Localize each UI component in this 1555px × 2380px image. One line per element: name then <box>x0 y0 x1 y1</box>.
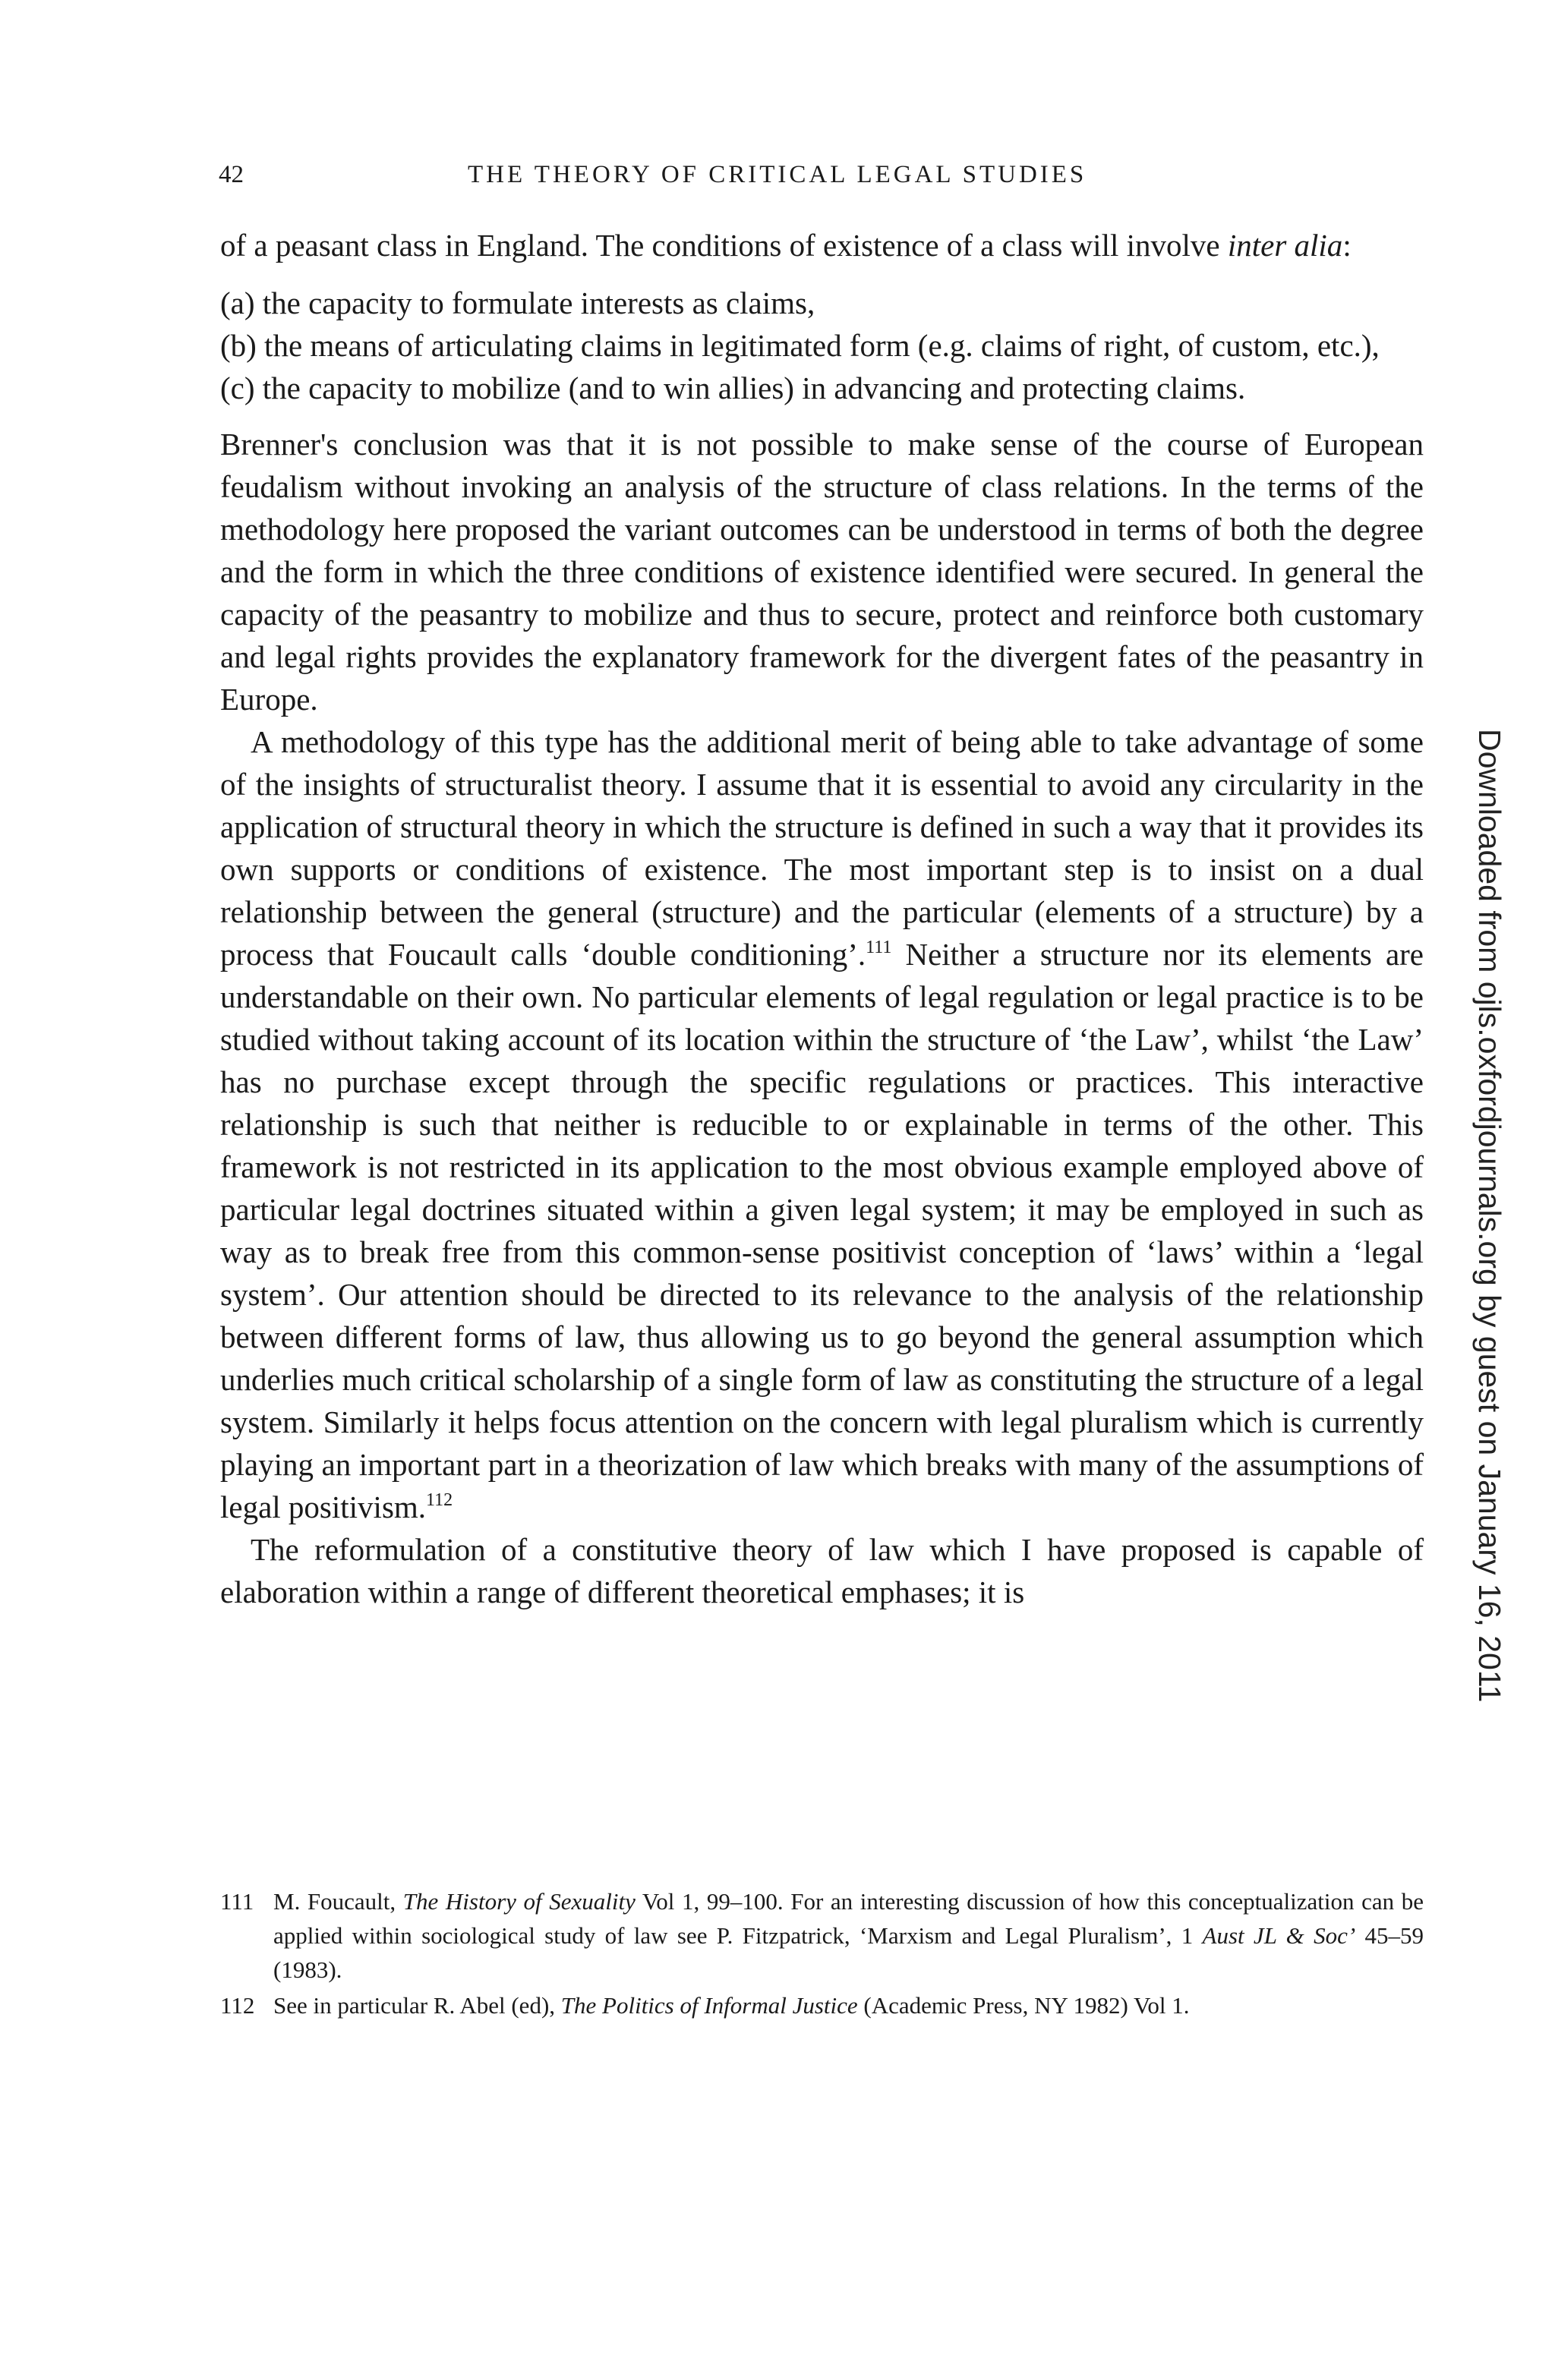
latin-phrase: inter alia <box>1227 228 1343 263</box>
footnote-111: 111 M. Foucault, The History of Sexuality Vol 1, 99–100. For an interesting discussion of how this conceptualization can be applied within sociological study of law see P. Fitzpatrick, ‘Marxism and Legal Pluralism’, 1 Aust JL & Soc’ 45–59 (1983). <box>220 1884 1424 1987</box>
download-watermark: Downloaded from ojls.oxfordjournals.org by guest on January 16, 2011 <box>1472 729 1507 1703</box>
footnote-number: 112 <box>220 1992 255 2019</box>
paragraph-reformulation: The reformulation of a constitutive theory of law which I have proposed is capable of elaboration within a range of different theoretical emphases; it is <box>220 1532 1424 1609</box>
footnotes <box>220 1884 1424 2024</box>
list-item-a: (a) the capacity to formulate interests as claims, <box>220 285 815 320</box>
conditions-list <box>220 282 1424 409</box>
footnote-ref-112[interactable]: 112 <box>426 1490 453 1510</box>
running-title: THE THEORY OF CRITICAL LEGAL STUDIES <box>468 161 1087 188</box>
main-text <box>220 224 1424 1613</box>
list-item-b: (b) the means of articulating claims in legitimated form (e.g. claims of right, of custom, etc.), <box>220 328 1380 363</box>
paragraph-brenner: Brenner's conclusion was that it is not possible to make sense of the course of European feudalism without invoking an analysis of the structure of class relations. In the terms of the methodology here proposed the variant outcomes can be understood in terms of both the degree and the form in which the three conditions of existence identified were secured. In general the capacity of the peasantry to mobilize and thus to secure, protect and reinforce both customary and legal rights provides the explanatory framework for the divergent fates of the peasantry in Europe. <box>220 427 1424 717</box>
footnote-number: 111 <box>220 1888 254 1915</box>
list-item-c: (c) the capacity to mobilize (and to win allies) in advancing and protecting claims. <box>220 370 1246 405</box>
paragraph-methodology: A methodology of this type has the additional merit of being able to take advantage of some of the insights of structuralist theory. I assume that it is essential to avoid any circularity in the application of structural theory in which the structure is defined in such a way that it provides its own supports or conditions of existence. The most important step is to insist on a dual relationship between the general (structure) and the particular (elements of a structure) by a process that Foucault calls ‘double conditioning’.$^{111}$ Neither a structure nor its elements are understandable on their own. No particular elements of legal regulation or legal practice is to be studied without taking account of its location within the structure of ‘the Law’, whilst ‘the Law’ has no purchase except through the specific regulations or practices. This interactive relationship is such that neither is reducible to or explainable in terms of the other. This framework is not restricted in its application to the most obvious example employed above of particular legal doctrines situated within a given legal system; it may be employed in such as way as to break free from this common-sense positivist conception of ‘laws’ within a ‘legal system’. Our attention should be directed to its relevance to the analysis of the relationship between different forms of law, thus allowing us to go beyond the general assumption which underlies much critical scholarship of a single form of law as constituting the structure of a legal system. Similarly it helps focus attention on the concern with legal pluralism which is currently playing an important part in a theorization of law which breaks with many of the assumptions of legal positivism.$^{112}$ <box>220 724 1424 1524</box>
page-number: 42 <box>219 161 244 188</box>
page-header <box>219 161 1422 199</box>
intro-paragraph: of a peasant class in England. The conditions of existence of a class will involve inter alia: <box>220 228 1352 263</box>
footnote-112: 112 See in particular R. Abel (ed), The Politics of Informal Justice (Academic Press, NY 1982) Vol 1. <box>220 1988 1424 2022</box>
footnote-ref-111[interactable]: 111 <box>866 938 892 957</box>
